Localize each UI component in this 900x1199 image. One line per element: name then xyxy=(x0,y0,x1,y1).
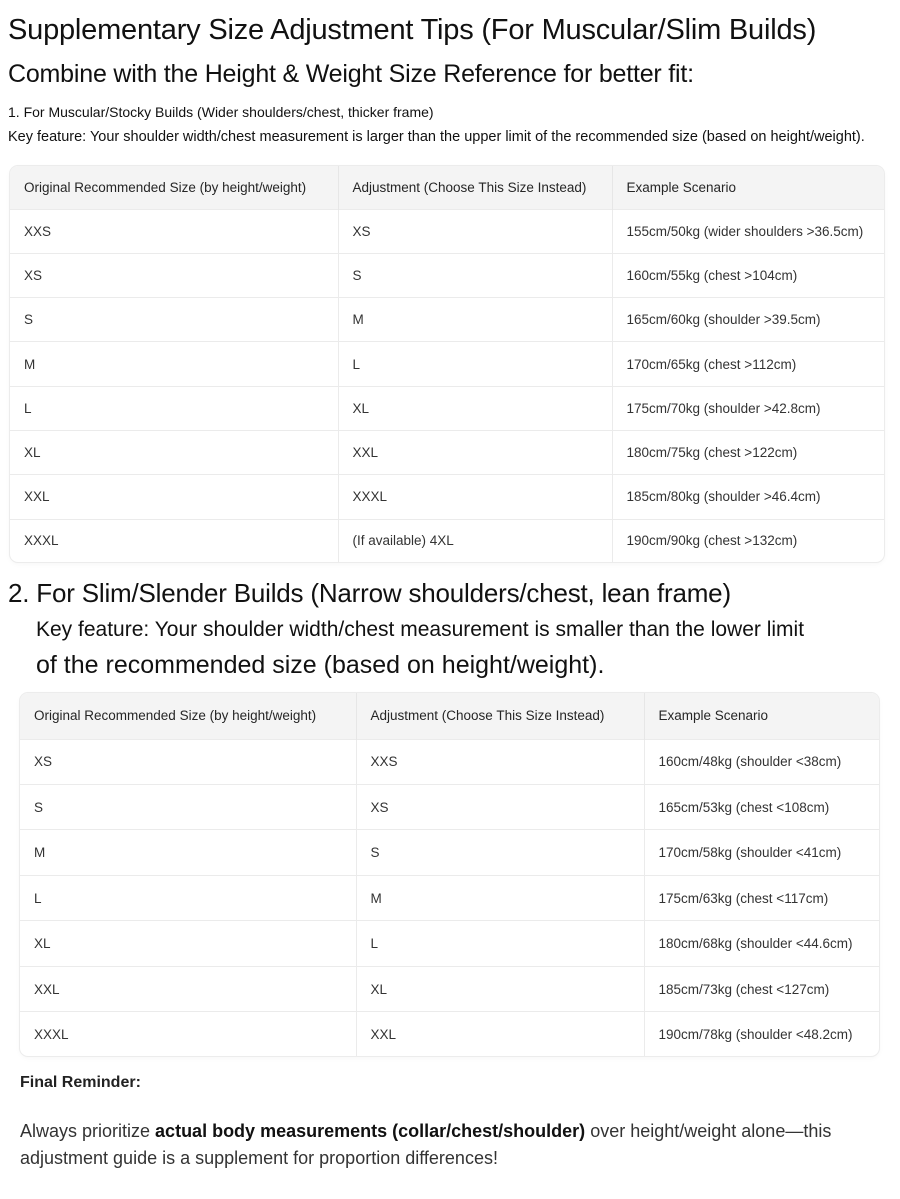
cell-adjusted-size: L xyxy=(356,921,644,966)
column-header-example: Example Scenario xyxy=(644,693,879,739)
cell-original-size: XL xyxy=(10,430,338,474)
cell-adjusted-size: XXS xyxy=(356,739,644,784)
cell-adjusted-size: XXXL xyxy=(338,475,612,519)
table-row xyxy=(20,921,879,966)
column-header-original: Original Recommended Size (by height/weight) xyxy=(20,693,356,739)
cell-example-scenario: 180cm/75kg (chest >122cm) xyxy=(612,430,884,474)
table-row xyxy=(10,342,884,386)
cell-adjusted-size: M xyxy=(356,875,644,920)
section2-key-feature-line1: Key feature: Your shoulder width/chest measurement is smaller than the lower limit xyxy=(36,618,805,641)
table-row xyxy=(10,253,884,297)
cell-example-scenario: 190cm/90kg (chest >132cm) xyxy=(612,519,884,562)
cell-example-scenario: 185cm/73kg (chest <127cm) xyxy=(644,966,879,1011)
section1-key-feature: Key feature: Your shoulder width/chest measurement is larger than the upper limit of the recommended size (based on height/weight). xyxy=(8,129,865,145)
cell-adjusted-size: M xyxy=(338,298,612,342)
cell-original-size: L xyxy=(20,875,356,920)
cell-adjusted-size: XXL xyxy=(356,1012,644,1056)
table-row xyxy=(20,739,879,784)
final-body-suffix: over height/weight alone—this adjustment guide is a supplement for proportion differences! xyxy=(20,1121,832,1168)
final-body-prefix: Always prioritize xyxy=(20,1121,156,1141)
cell-example-scenario: 190cm/78kg (shoulder <48.2cm) xyxy=(644,1012,879,1056)
table-row xyxy=(20,830,879,875)
cell-original-size: XS xyxy=(20,739,356,784)
cell-original-size: XL xyxy=(20,921,356,966)
column-header-adjustment: Adjustment (Choose This Size Instead) xyxy=(356,693,644,739)
cell-example-scenario: 175cm/63kg (chest <117cm) xyxy=(644,875,879,920)
slim-size-table xyxy=(20,693,879,1056)
cell-example-scenario: 180cm/68kg (shoulder <44.6cm) xyxy=(644,921,879,966)
final-reminder-body xyxy=(20,1118,890,1172)
cell-adjusted-size: S xyxy=(338,253,612,297)
final-reminder-title: Final Reminder: xyxy=(20,1074,141,1091)
cell-original-size: XS xyxy=(10,253,338,297)
cell-original-size: XXXL xyxy=(20,1012,356,1056)
cell-original-size: XXL xyxy=(20,966,356,1011)
cell-original-size: M xyxy=(10,342,338,386)
cell-adjusted-size: XXL xyxy=(338,430,612,474)
cell-adjusted-size: L xyxy=(338,342,612,386)
cell-example-scenario: 175cm/70kg (shoulder >42.8cm) xyxy=(612,386,884,430)
muscular-size-table xyxy=(10,166,884,562)
column-header-original: Original Recommended Size (by height/weight) xyxy=(10,166,338,209)
cell-example-scenario: 165cm/60kg (shoulder >39.5cm) xyxy=(612,298,884,342)
table-row xyxy=(10,475,884,519)
cell-original-size: L xyxy=(10,386,338,430)
cell-example-scenario: 160cm/48kg (shoulder <38cm) xyxy=(644,739,879,784)
cell-original-size: M xyxy=(20,830,356,875)
table-row xyxy=(10,519,884,562)
cell-original-size: XXXL xyxy=(10,519,338,562)
cell-adjusted-size: XL xyxy=(356,966,644,1011)
cell-example-scenario: 170cm/65kg (chest >112cm) xyxy=(612,342,884,386)
cell-original-size: XXS xyxy=(10,209,338,253)
cell-original-size: S xyxy=(10,298,338,342)
cell-adjusted-size: XS xyxy=(338,209,612,253)
final-body-emphasis: actual body measurements (collar/chest/shoulder) xyxy=(155,1121,586,1141)
cell-example-scenario: 185cm/80kg (shoulder >46.4cm) xyxy=(612,475,884,519)
section2-key-feature-line2: of the recommended size (based on height/weight). xyxy=(36,651,605,679)
slim-table-body xyxy=(20,739,879,1056)
table-row xyxy=(10,209,884,253)
cell-example-scenario: 170cm/58kg (shoulder <41cm) xyxy=(644,830,879,875)
table-row xyxy=(20,966,879,1011)
table-header-row xyxy=(20,693,879,739)
cell-adjusted-size: S xyxy=(356,830,644,875)
cell-adjusted-size: (If available) 4XL xyxy=(338,519,612,562)
cell-example-scenario: 155cm/50kg (wider shoulders >36.5cm) xyxy=(612,209,884,253)
page-subtitle: Combine with the Height & Weight Size Reference for better fit: xyxy=(8,60,694,88)
table-row xyxy=(10,386,884,430)
column-header-adjustment: Adjustment (Choose This Size Instead) xyxy=(338,166,612,209)
cell-original-size: S xyxy=(20,784,356,829)
table-row xyxy=(20,875,879,920)
column-header-example: Example Scenario xyxy=(612,166,884,209)
table-row xyxy=(20,784,879,829)
muscular-table-body xyxy=(10,209,884,562)
cell-adjusted-size: XL xyxy=(338,386,612,430)
cell-example-scenario: 165cm/53kg (chest <108cm) xyxy=(644,784,879,829)
table-header-row xyxy=(10,166,884,209)
section2-heading: 2. For Slim/Slender Builds (Narrow shoulders/chest, lean frame) xyxy=(8,578,731,608)
table-row xyxy=(20,1012,879,1056)
section1-heading: 1. For Muscular/Stocky Builds (Wider shoulders/chest, thicker frame) xyxy=(8,104,434,120)
table-row xyxy=(10,430,884,474)
page-title: Supplementary Size Adjustment Tips (For Muscular/Slim Builds) xyxy=(8,14,817,46)
cell-example-scenario: 160cm/55kg (chest >104cm) xyxy=(612,253,884,297)
cell-original-size: XXL xyxy=(10,475,338,519)
table-row xyxy=(10,298,884,342)
cell-adjusted-size: XS xyxy=(356,784,644,829)
